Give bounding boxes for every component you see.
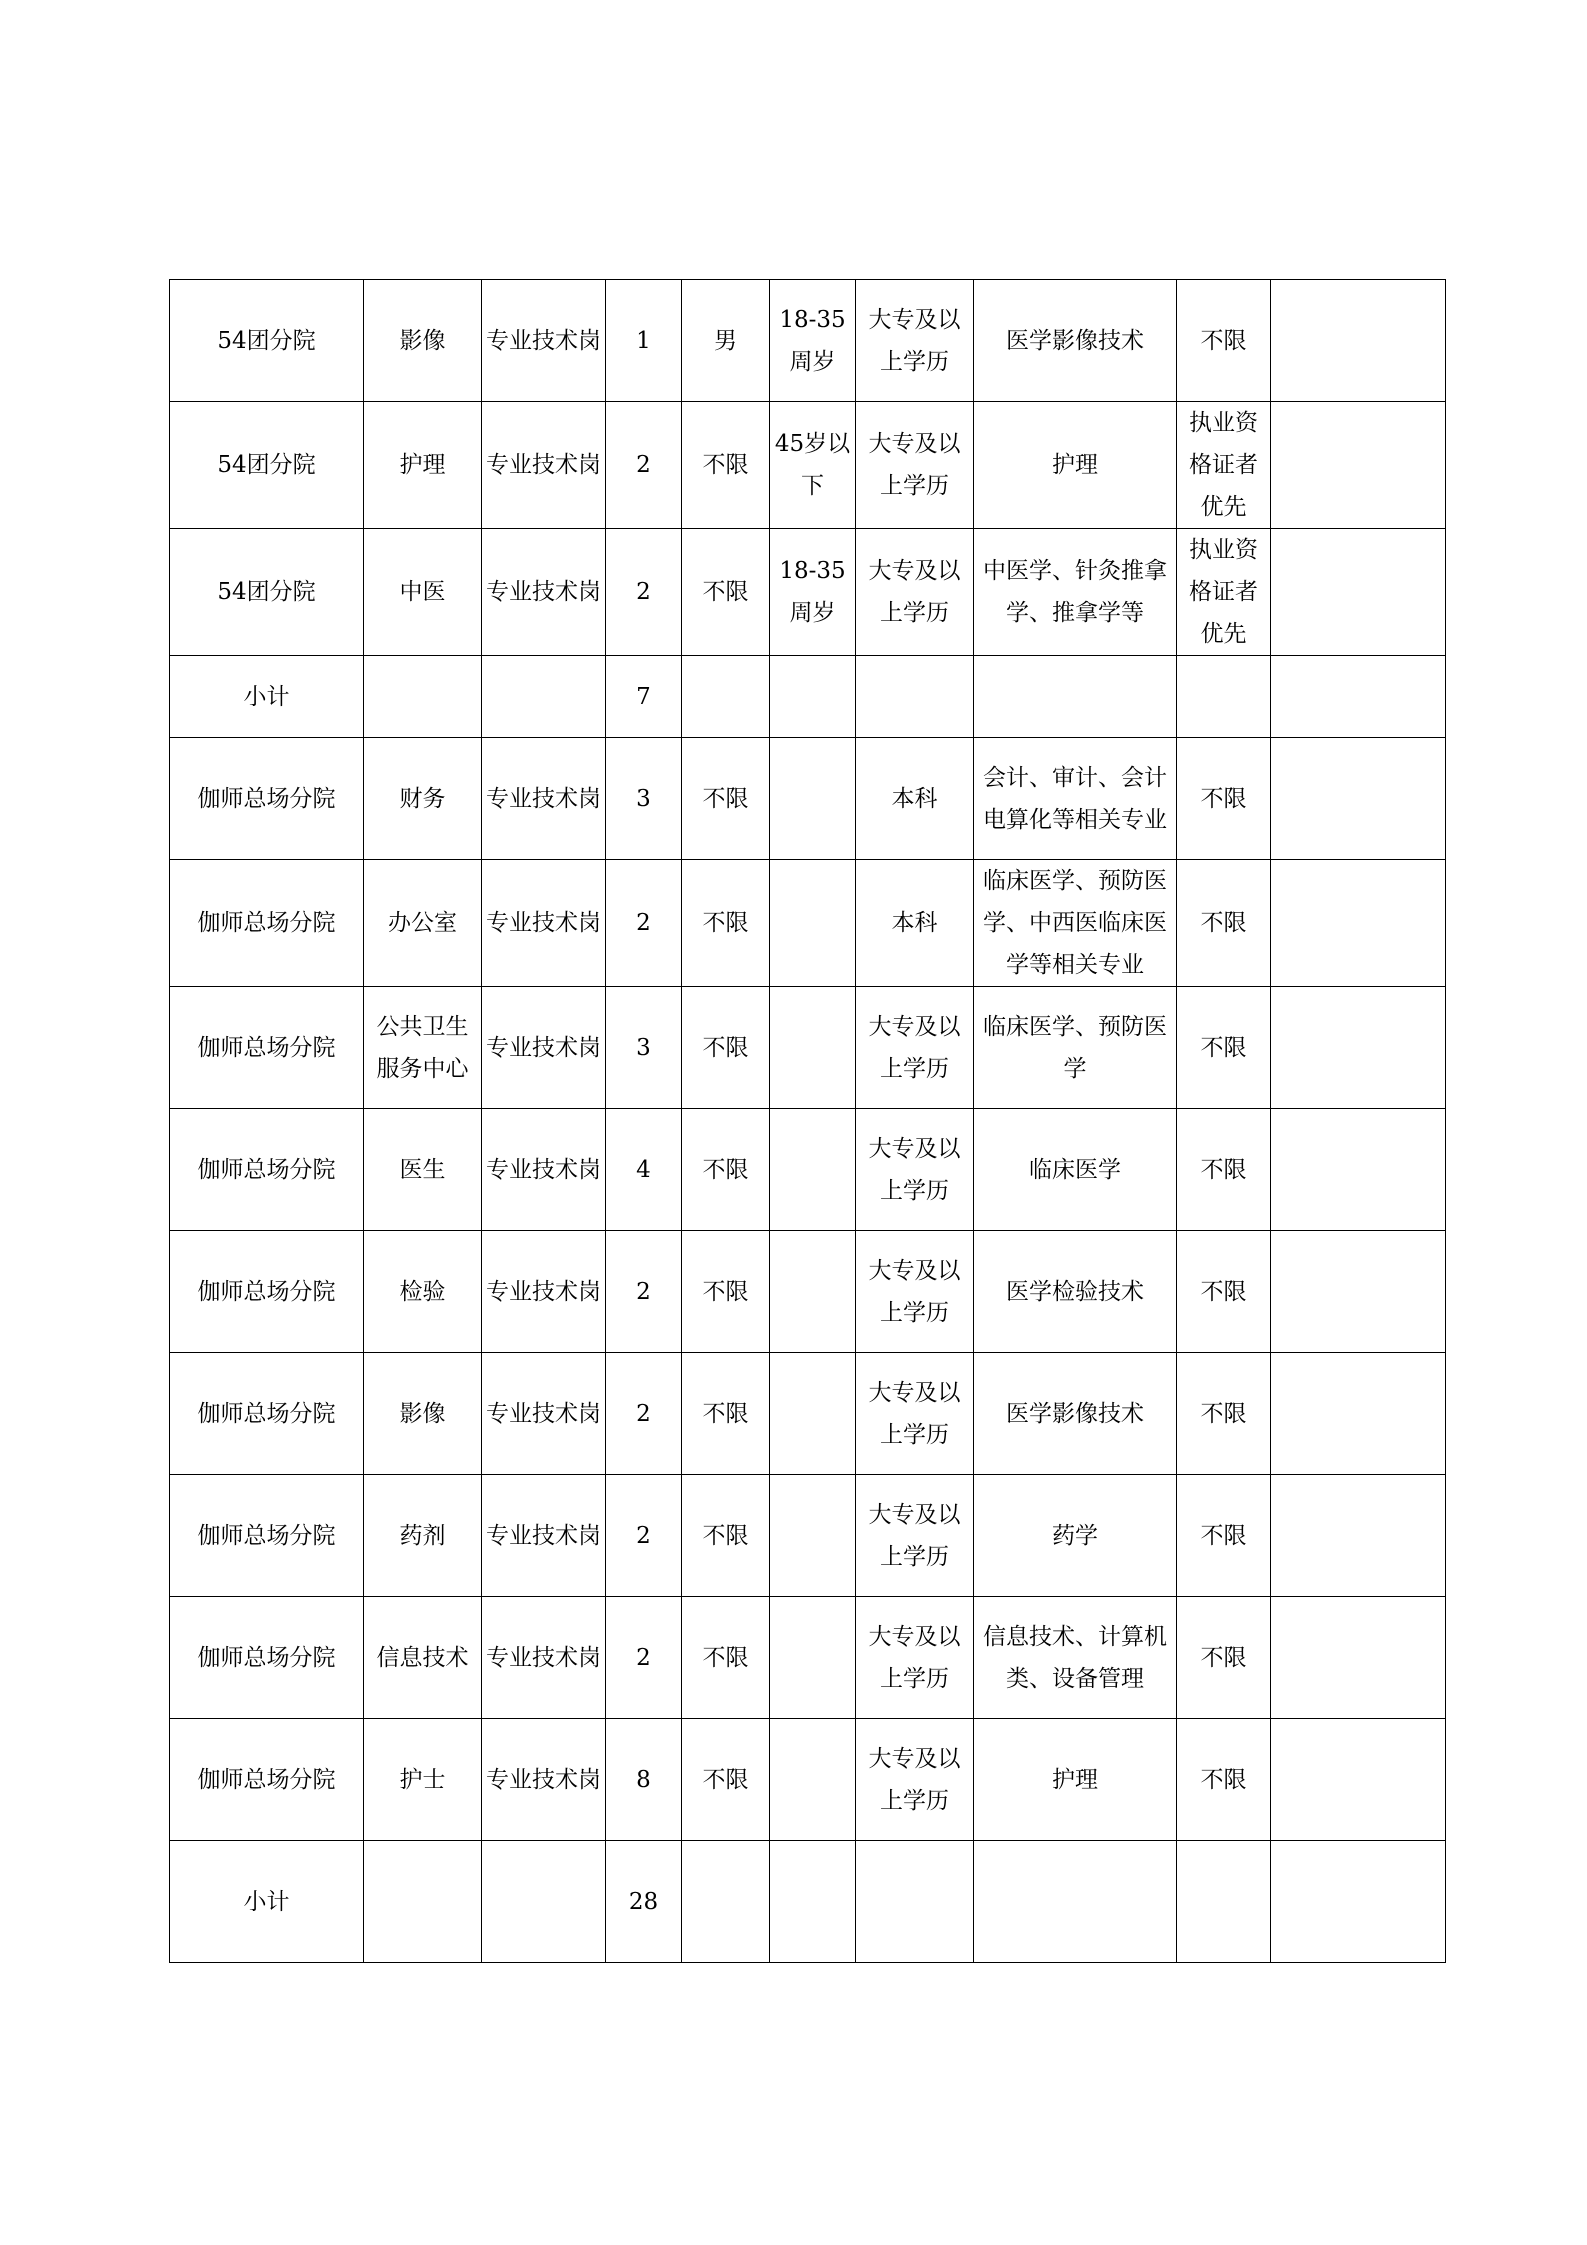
other-cell xyxy=(1177,656,1271,738)
education-cell: 大专及以上学历 xyxy=(856,987,974,1109)
table-row xyxy=(170,1353,1446,1475)
remark-cell xyxy=(1271,1719,1446,1841)
age-cell xyxy=(770,1841,856,1963)
dept-cell xyxy=(364,656,482,738)
gender-cell: 不限 xyxy=(682,1109,770,1231)
post-type-cell: 专业技术岗 xyxy=(482,1353,606,1475)
post-type-cell: 专业技术岗 xyxy=(482,1719,606,1841)
unit-cell: 伽师总场分院 xyxy=(170,1353,364,1475)
age-cell: 18-35周岁 xyxy=(770,529,856,656)
post-type-cell: 专业技术岗 xyxy=(482,987,606,1109)
major-cell: 护理 xyxy=(974,1719,1177,1841)
dept-cell: 检验 xyxy=(364,1231,482,1353)
dept-cell: 影像 xyxy=(364,1353,482,1475)
unit-cell: 小计 xyxy=(170,656,364,738)
count-cell: 3 xyxy=(606,738,682,860)
post-type-cell: 专业技术岗 xyxy=(482,1597,606,1719)
post-type-cell xyxy=(482,656,606,738)
table-row xyxy=(170,280,1446,402)
other-cell: 执业资格证者优先 xyxy=(1177,529,1271,656)
other-cell xyxy=(1177,1841,1271,1963)
table-row xyxy=(170,1475,1446,1597)
other-cell: 不限 xyxy=(1177,1719,1271,1841)
unit-cell: 54团分院 xyxy=(170,280,364,402)
table-row xyxy=(170,1109,1446,1231)
dept-cell: 办公室 xyxy=(364,860,482,987)
other-cell: 不限 xyxy=(1177,987,1271,1109)
unit-cell: 伽师总场分院 xyxy=(170,1475,364,1597)
post-type-cell: 专业技术岗 xyxy=(482,529,606,656)
count-cell: 2 xyxy=(606,860,682,987)
age-cell: 45岁以下 xyxy=(770,402,856,529)
other-cell: 不限 xyxy=(1177,1475,1271,1597)
unit-cell: 伽师总场分院 xyxy=(170,1109,364,1231)
age-cell xyxy=(770,1231,856,1353)
unit-cell: 伽师总场分院 xyxy=(170,1231,364,1353)
major-cell: 信息技术、计算机类、设备管理 xyxy=(974,1597,1177,1719)
gender-cell: 不限 xyxy=(682,860,770,987)
other-cell: 不限 xyxy=(1177,1109,1271,1231)
education-cell: 大专及以上学历 xyxy=(856,1719,974,1841)
recruitment-table xyxy=(169,279,1446,1963)
major-cell xyxy=(974,656,1177,738)
table-row xyxy=(170,402,1446,529)
dept-cell: 护士 xyxy=(364,1719,482,1841)
major-cell: 护理 xyxy=(974,402,1177,529)
age-cell xyxy=(770,1597,856,1719)
age-cell xyxy=(770,1353,856,1475)
count-cell: 8 xyxy=(606,1719,682,1841)
unit-cell: 54团分院 xyxy=(170,529,364,656)
dept-cell: 中医 xyxy=(364,529,482,656)
other-cell: 不限 xyxy=(1177,1353,1271,1475)
education-cell: 大专及以上学历 xyxy=(856,1109,974,1231)
age-cell xyxy=(770,860,856,987)
count-cell: 2 xyxy=(606,1475,682,1597)
remark-cell xyxy=(1271,280,1446,402)
dept-cell: 药剂 xyxy=(364,1475,482,1597)
education-cell xyxy=(856,1841,974,1963)
gender-cell: 不限 xyxy=(682,529,770,656)
post-type-cell: 专业技术岗 xyxy=(482,402,606,529)
count-cell: 1 xyxy=(606,280,682,402)
major-cell: 临床医学、预防医学、中西医临床医学等相关专业 xyxy=(974,860,1177,987)
table-row xyxy=(170,529,1446,656)
other-cell: 不限 xyxy=(1177,1231,1271,1353)
gender-cell: 不限 xyxy=(682,987,770,1109)
education-cell: 大专及以上学历 xyxy=(856,1475,974,1597)
count-cell: 7 xyxy=(606,656,682,738)
table-row xyxy=(170,1719,1446,1841)
remark-cell xyxy=(1271,529,1446,656)
remark-cell xyxy=(1271,1109,1446,1231)
major-cell xyxy=(974,1841,1177,1963)
dept-cell: 财务 xyxy=(364,738,482,860)
gender-cell: 不限 xyxy=(682,1231,770,1353)
count-cell: 3 xyxy=(606,987,682,1109)
dept-cell: 护理 xyxy=(364,402,482,529)
unit-cell: 伽师总场分院 xyxy=(170,1597,364,1719)
age-cell xyxy=(770,738,856,860)
other-cell: 不限 xyxy=(1177,1597,1271,1719)
post-type-cell xyxy=(482,1841,606,1963)
age-cell xyxy=(770,1719,856,1841)
remark-cell xyxy=(1271,1231,1446,1353)
dept-cell xyxy=(364,1841,482,1963)
education-cell: 大专及以上学历 xyxy=(856,1231,974,1353)
education-cell: 本科 xyxy=(856,860,974,987)
count-cell: 28 xyxy=(606,1841,682,1963)
other-cell: 不限 xyxy=(1177,738,1271,860)
education-cell: 大专及以上学历 xyxy=(856,280,974,402)
count-cell: 2 xyxy=(606,1597,682,1719)
unit-cell: 伽师总场分院 xyxy=(170,987,364,1109)
unit-cell: 伽师总场分院 xyxy=(170,860,364,987)
remark-cell xyxy=(1271,860,1446,987)
table-row xyxy=(170,1597,1446,1719)
unit-cell: 54团分院 xyxy=(170,402,364,529)
education-cell: 大专及以上学历 xyxy=(856,1353,974,1475)
gender-cell: 不限 xyxy=(682,402,770,529)
dept-cell: 影像 xyxy=(364,280,482,402)
count-cell: 2 xyxy=(606,529,682,656)
major-cell: 医学影像技术 xyxy=(974,280,1177,402)
age-cell xyxy=(770,1475,856,1597)
education-cell: 大专及以上学历 xyxy=(856,402,974,529)
post-type-cell: 专业技术岗 xyxy=(482,738,606,860)
subtotal-row xyxy=(170,656,1446,738)
age-cell xyxy=(770,656,856,738)
education-cell: 大专及以上学历 xyxy=(856,529,974,656)
remark-cell xyxy=(1271,656,1446,738)
dept-cell: 公共卫生服务中心 xyxy=(364,987,482,1109)
major-cell: 临床医学、预防医学 xyxy=(974,987,1177,1109)
other-cell: 不限 xyxy=(1177,860,1271,987)
table-row xyxy=(170,738,1446,860)
major-cell: 中医学、针灸推拿学、推拿学等 xyxy=(974,529,1177,656)
major-cell: 医学影像技术 xyxy=(974,1353,1177,1475)
dept-cell: 信息技术 xyxy=(364,1597,482,1719)
other-cell: 执业资格证者优先 xyxy=(1177,402,1271,529)
remark-cell xyxy=(1271,402,1446,529)
remark-cell xyxy=(1271,1597,1446,1719)
other-cell: 不限 xyxy=(1177,280,1271,402)
education-cell: 大专及以上学历 xyxy=(856,1597,974,1719)
gender-cell: 不限 xyxy=(682,738,770,860)
gender-cell: 不限 xyxy=(682,1475,770,1597)
gender-cell: 男 xyxy=(682,280,770,402)
major-cell: 医学检验技术 xyxy=(974,1231,1177,1353)
post-type-cell: 专业技术岗 xyxy=(482,280,606,402)
count-cell: 2 xyxy=(606,402,682,529)
remark-cell xyxy=(1271,1475,1446,1597)
gender-cell: 不限 xyxy=(682,1597,770,1719)
gender-cell: 不限 xyxy=(682,1719,770,1841)
age-cell xyxy=(770,1109,856,1231)
count-cell: 2 xyxy=(606,1231,682,1353)
major-cell: 会计、审计、会计电算化等相关专业 xyxy=(974,738,1177,860)
remark-cell xyxy=(1271,738,1446,860)
subtotal-row xyxy=(170,1841,1446,1963)
count-cell: 2 xyxy=(606,1353,682,1475)
table-row xyxy=(170,1231,1446,1353)
gender-cell xyxy=(682,656,770,738)
age-cell xyxy=(770,987,856,1109)
major-cell: 药学 xyxy=(974,1475,1177,1597)
post-type-cell: 专业技术岗 xyxy=(482,1109,606,1231)
education-cell: 本科 xyxy=(856,738,974,860)
post-type-cell: 专业技术岗 xyxy=(482,1231,606,1353)
gender-cell xyxy=(682,1841,770,1963)
post-type-cell: 专业技术岗 xyxy=(482,860,606,987)
major-cell: 临床医学 xyxy=(974,1109,1177,1231)
dept-cell: 医生 xyxy=(364,1109,482,1231)
table-row xyxy=(170,860,1446,987)
education-cell xyxy=(856,656,974,738)
remark-cell xyxy=(1271,1841,1446,1963)
remark-cell xyxy=(1271,987,1446,1109)
age-cell: 18-35周岁 xyxy=(770,280,856,402)
unit-cell: 小计 xyxy=(170,1841,364,1963)
count-cell: 4 xyxy=(606,1109,682,1231)
remark-cell xyxy=(1271,1353,1446,1475)
post-type-cell: 专业技术岗 xyxy=(482,1475,606,1597)
gender-cell: 不限 xyxy=(682,1353,770,1475)
unit-cell: 伽师总场分院 xyxy=(170,738,364,860)
table-row xyxy=(170,987,1446,1109)
unit-cell: 伽师总场分院 xyxy=(170,1719,364,1841)
